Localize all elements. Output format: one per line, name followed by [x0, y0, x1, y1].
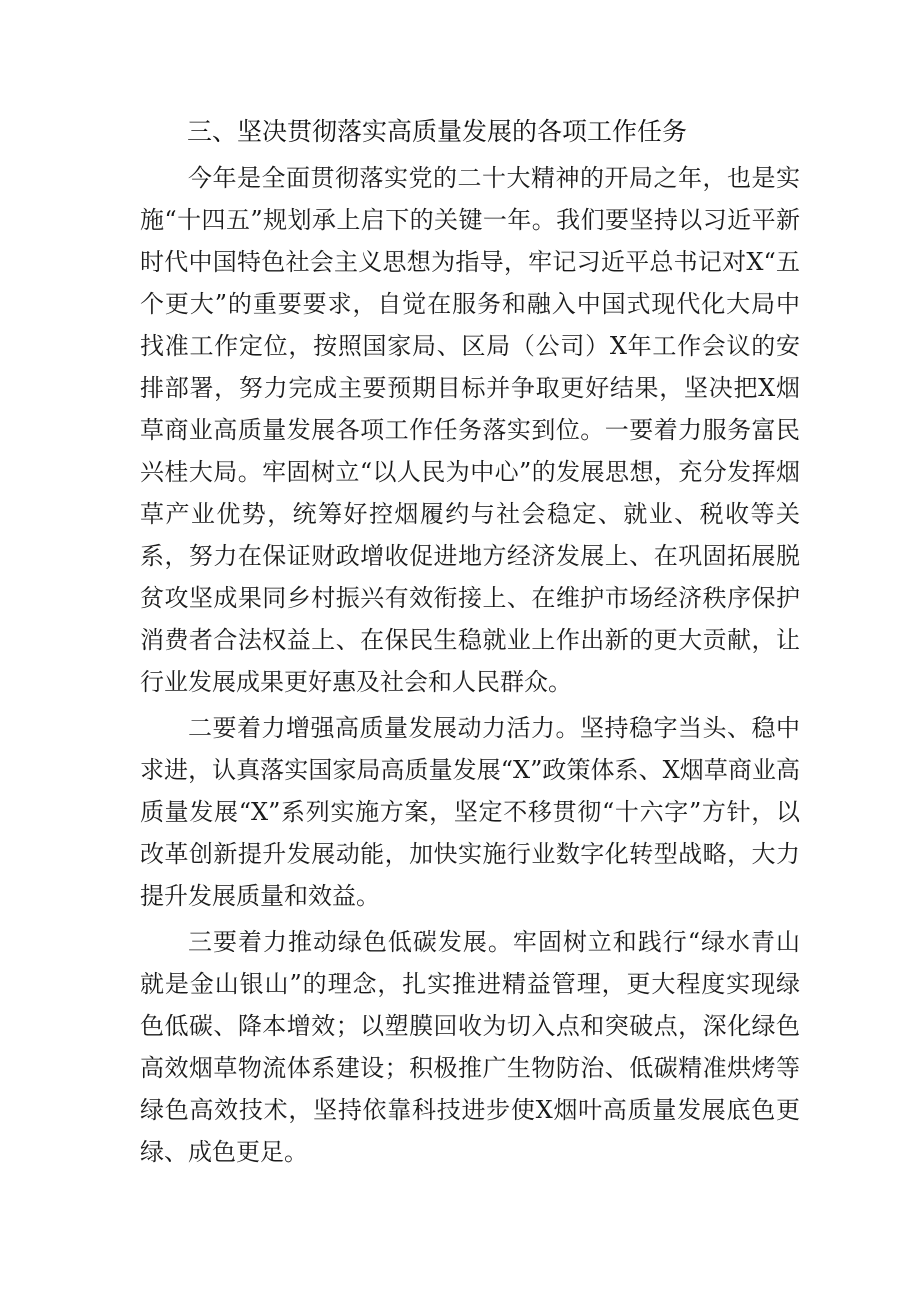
paragraph-2: 二要着力增强高质量发展动力活力。坚持稳字当头、稳中求进，认真落实国家局高质量发展“X”政策体系、X烟草商业高质量发展“X”系列实施方案，坚定不移贯彻“十六字”方针，以改革创新提升发展动能，加快实施行业数字化转型战略，大力提升发展质量和效益。	[140, 714, 800, 910]
section-heading: 三、坚决贯彻落实高质量发展的各项工作任务	[187, 117, 688, 146]
document-body	[140, 157, 800, 1177]
paragraph-3: 三要着力推动绿色低碳发展。牢固树立和践行“绿水青山就是金山银山”的理念，扎实推进精益管理，更大程度实现绿色低碳、降本增效；以塑膜回收为切入点和突破点，深化绿色高效烟草物流体系建设；积极推广生物防治、低碳精准烘烤等绿色高效技术，坚持依靠科技进步使X烟叶高质量发展底色更绿、成色更足。	[140, 928, 800, 1166]
paragraph-1: 今年是全面贯彻落实党的二十大精神的开局之年，也是实施“十四五”规划承上启下的关键一年。我们要坚持以习近平新时代中国特色社会主义思想为指导，牢记习近平总书记对X“五个更大”的重要要求，自觉在服务和融入中国式现代化大局中找准工作定位，按照国家局、区局（公司）X年工作会议的安排部署，努力完成主要预期目标并争取更好结果，坚决把X烟草商业高质量发展各项工作任务落实到位。一要着力服务富民兴桂大局。牢固树立“以人民为中心”的发展思想，充分发挥烟草产业优势，统筹好控烟履约与社会稳定、就业、税收等关系，努力在保证财政增收促进地方经济发展上、在巩固拓展脱贫攻坚成果同乡村振兴有效衔接上、在维护市场经济秩序保护消费者合法权益上、在保民生稳就业上作出新的更大贡献，让行业发展成果更好惠及社会和人民群众。	[140, 164, 800, 696]
